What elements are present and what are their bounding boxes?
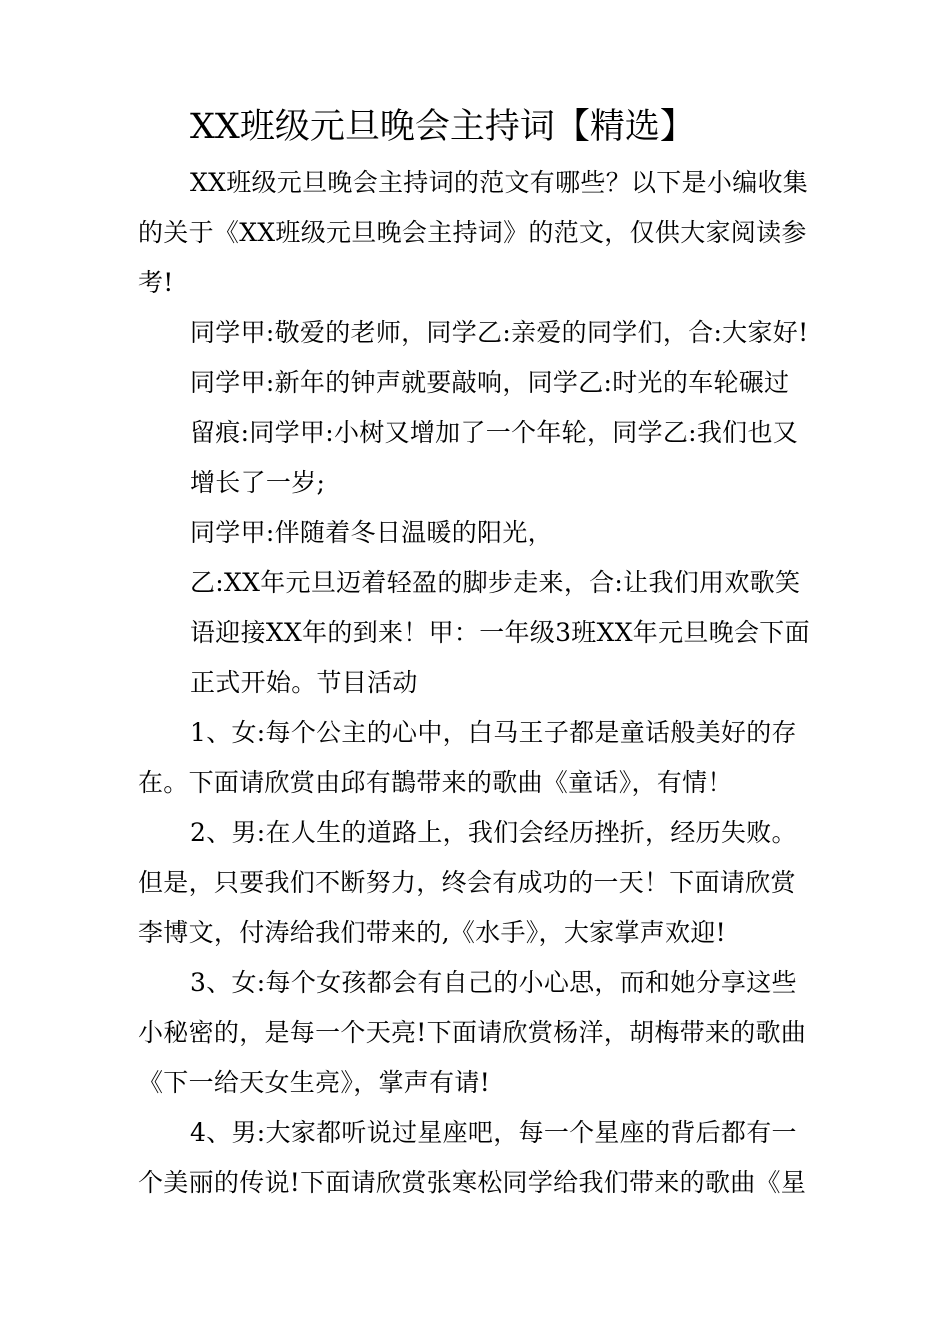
paragraph-line: 1、女:每个公主的心中，白马王子都是童话般美好的存 [190,718,797,747]
paragraph-line: 个美丽的传说!下面请欣赏张寒松同学给我们带来的歌曲《星 [138,1168,807,1197]
paragraph-line: 的关于《XX班级元旦晚会主持词》的范文，仅供大家阅读参 [138,218,807,247]
paragraph-line: 《下一给天女生亮》，掌声有请! [138,1068,491,1097]
paragraph-line: 3、女:每个女孩都会有自己的小心思，而和她分享这些 [190,968,797,997]
paragraph-line: 增长了一岁; [190,468,326,497]
paragraph-line: XX班级元旦晚会主持词的范文有哪些？以下是小编收集 [190,168,809,197]
paragraph-line: 但是，只要我们不断努力，终会有成功的一天！下面请欣赏 [138,868,796,897]
paragraph-line: 同学甲:伴随着冬日温暖的阳光， [190,518,553,547]
paragraph-line: 在。下面请欣赏由邱有鵲带来的歌曲《童话》，有情！ [138,768,733,797]
paragraph-line: 李博文，付涛给我们带来的,《水手》，大家掌声欢迎! [138,918,726,947]
paragraph-line: 留痕:同学甲:小树又增加了一个年轮，同学乙:我们也又 [190,418,799,447]
paragraph-line: 同学甲:敬爱的老师，同学乙:亲爱的同学们，合:大家好! [190,318,809,347]
paragraph-line: 乙:XX年元旦迈着轻盈的脚步走来，合:让我们用欢歌笑 [190,568,801,597]
paragraph-line: 考! [138,268,174,297]
paragraph-line: 2、男:在人生的道路上，我们会经历挫折，经历失败。 [190,818,797,847]
paragraph-line: 小秘密的，是每一个天亮!下面请欣赏杨洋，胡梅带来的歌曲 [138,1018,807,1047]
document-title: XX班级元旦晚会主持词【精选】 [190,107,695,147]
paragraph-line: 同学甲:新年的钟声就要敲响，同学乙:时光的车轮碾过 [190,368,790,397]
paragraph-line: 4、男:大家都听说过星座吧，每一个星座的背后都有一 [190,1118,797,1147]
paragraph-line: 语迎接XX年的到来！甲：一年级3班XX年元旦晚会下面 [190,618,810,647]
paragraph-line: 正式开始。节目活动 [190,668,418,697]
